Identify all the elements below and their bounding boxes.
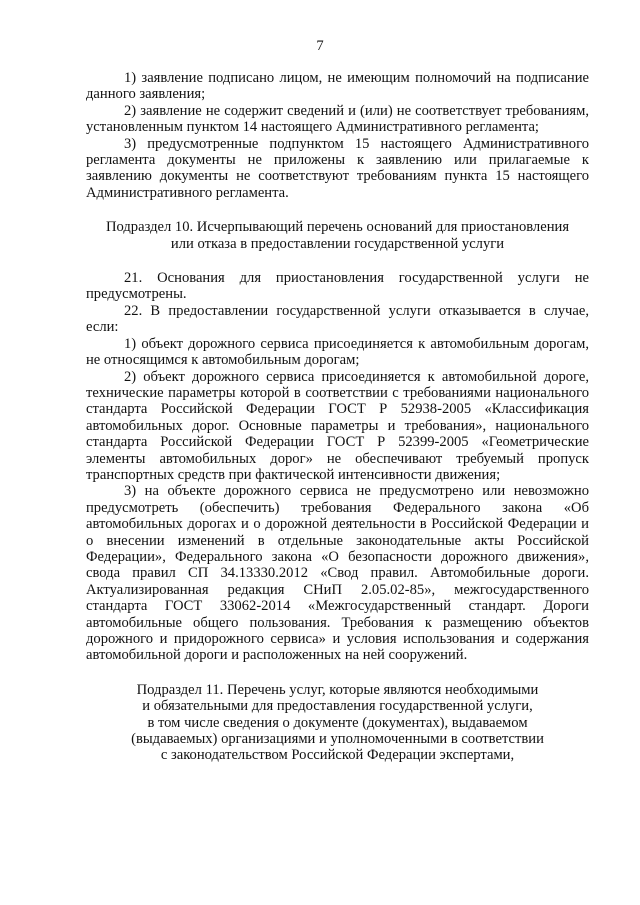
list-item: 2) объект дорожного сервиса присоединяется к автомобильной дороге, технические параметры которой в соответствии с требованиями национального стандарта Российской Федерации ГОСТ Р 52938-2005 «Классификация автомобильных дорог. Основные параметры и требования», национального стандарта Российской Федерации ГОСТ Р 52399-2005 «Геометрические элементы автомобильных дорог» не обеспечивают требуемый пропуск транспортных средств при фактической интенсивности движения; <box>86 368 589 483</box>
page-content <box>86 70 589 764</box>
section-11-heading <box>86 682 589 764</box>
list-item: 1) заявление подписано лицом, не имеющим полномочий на подписание данного заявления; <box>86 70 589 103</box>
page-number: 7 <box>316 38 324 54</box>
list-item: 1) объект дорожного сервиса присоединяется к автомобильным дорогам, не относящимся к автомобильным дорогам; <box>86 335 589 369</box>
section-11-heading-line: Подраздел 11. Перечень услуг, которые являются необходимыми <box>136 681 539 698</box>
list-item: 3) на объекте дорожного сервиса не предусмотрено или невозможно предусмотреть (обеспечить) требования Федерального закона «Об автомобильных дорогах и о дорожной деятельности в Российской Федерации и о внесении изменений в отдельные законодательные акты Российской Федерации», Федерального закона «О безопасности дорожного движения», свода правил СП 34.13330.2012 «Свод правил. Автомобильные дороги. Актуализированная редакция СНиП 2.05.02-85», межгосударственного стандарта ГОСТ 33062-2014 «Межгосударственный стандарт. Дороги автомобильные общего пользования. Требования к размещению объектов дорожного и придорожного сервиса» и условия использования и содержания автомобильной дороги и расположенных на ней сооружений. <box>86 483 589 664</box>
section-11-heading-line: с законодательством Российской Федерации экспертами, <box>160 747 515 764</box>
paragraph: 21. Основания для приостановления государственной услуги не предусмотрены. <box>86 270 589 303</box>
paragraph: 22. В предоставлении государственной услуги отказывается в случае, если: <box>86 302 589 336</box>
section-10-heading-line: или отказа в предоставлении государственной услуги <box>170 235 505 252</box>
section-11-heading-line: в том числе сведения о документе (документах), выдаваемом <box>147 714 528 731</box>
section-11-heading-line: и обязательными для предоставления государственной услуги, <box>142 698 533 715</box>
list-item: 2) заявление не содержит сведений и (или) не соответствует требованиям, установленным пунктом 14 настоящего Административного регламента; <box>86 102 589 136</box>
section-10-heading-line: Подраздел 10. Исчерпывающий перечень оснований для приостановления <box>105 219 570 236</box>
spacer <box>86 201 589 219</box>
section-11-heading-line: (выдаваемых) организациями и уполномоченными в соответствии <box>131 731 544 748</box>
list-item: 3) предусмотренные подпунктом 15 настоящего Административного регламента документы не приложены к заявлению или прилагаемые к заявлению документы не соответствуют требованиям пункта 15 настоящего Административного регламента. <box>86 135 589 201</box>
spacer <box>86 252 589 270</box>
section-10-heading <box>86 219 589 252</box>
